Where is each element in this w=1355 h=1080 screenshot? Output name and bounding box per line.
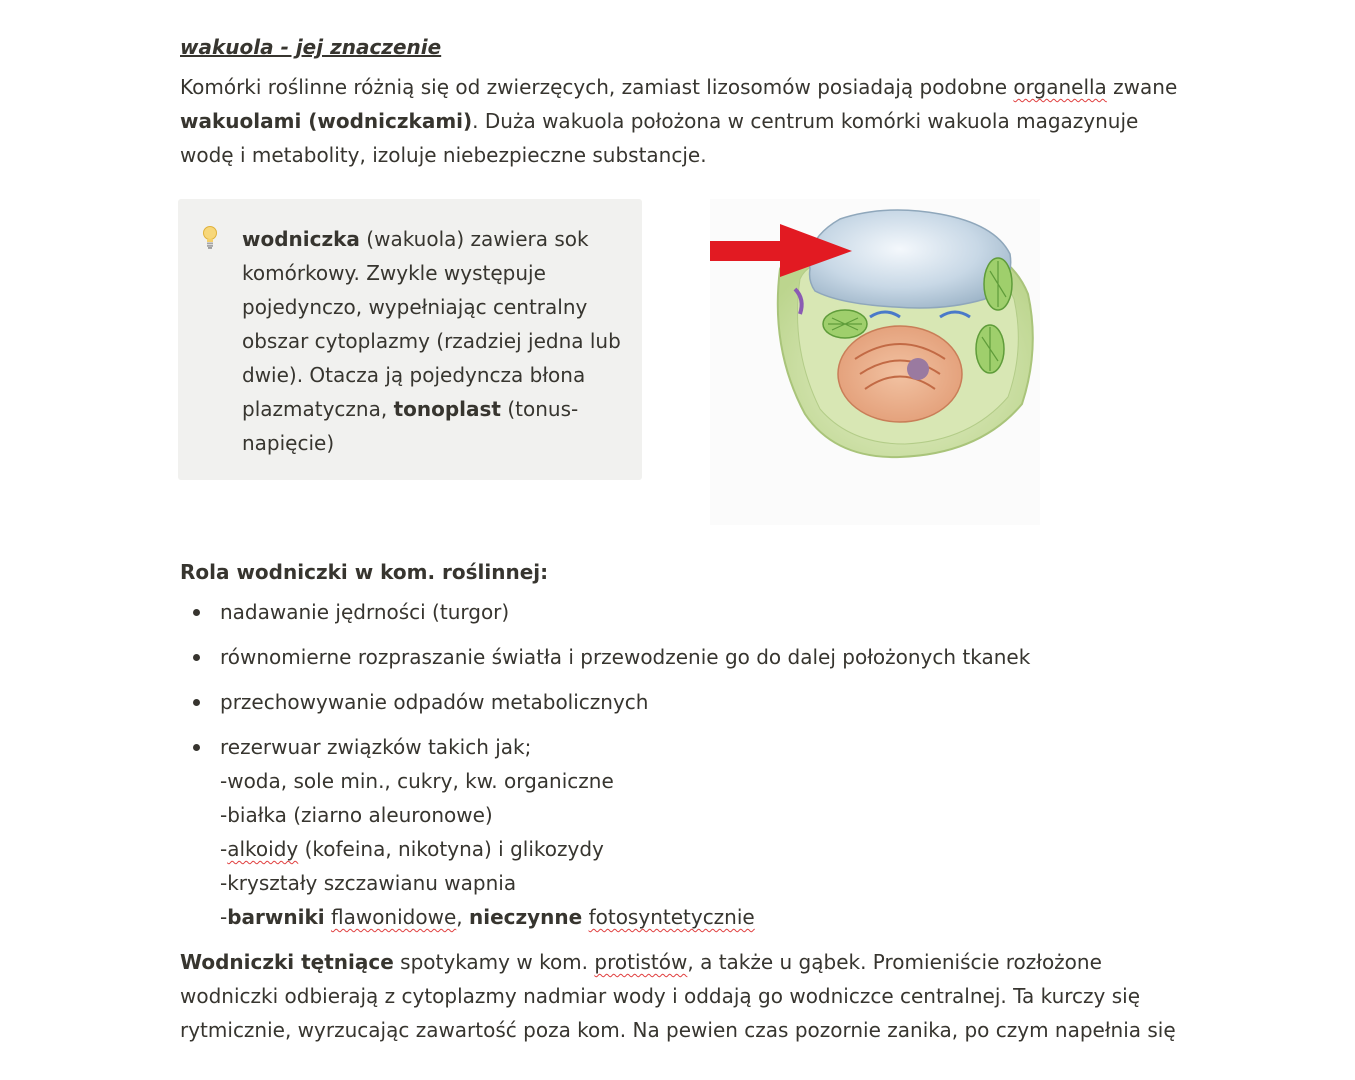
callout-box[interactable]	[178, 199, 642, 480]
misspelled-word[interactable]: organella	[1013, 75, 1107, 99]
final-text-2: , a także u gąbek. Promieniście rozłożone wodniczki odbierają z cytoplazmy nadmiar wody i oddają go wodniczce centralnej. Ta kurczy się rytmicznie, wyrzucając zawartość poza kom. Na pewien czas pozornie zanika, po czym napełnia się	[180, 950, 1176, 1042]
reservoir-text: (kofeina, nikotyna) i glikozydy	[298, 837, 604, 861]
bullet-icon	[193, 609, 200, 616]
callout-bold-term: wodniczka	[242, 227, 360, 251]
intro-text-1: Komórki roślinne różnią się od zwierzęcych, zamiast lizosomów posiadają podobne	[180, 75, 1014, 99]
dash: -	[220, 837, 228, 861]
reservoir-line: -kryształy szczawianu wapnia	[220, 871, 517, 895]
list-item	[180, 685, 1180, 719]
reservoir-line	[220, 900, 1180, 934]
reservoir-line: -woda, sole min., cukry, kw. organiczne	[220, 769, 614, 793]
document-body	[180, 28, 1180, 1047]
bullet-icon	[193, 744, 200, 751]
reservoir-intro: rezerwuar związków takich jak;	[220, 735, 532, 759]
callout-bold-term-2: tonoplast	[393, 397, 501, 421]
misspelled-word[interactable]: fotosyntetycznie	[588, 905, 755, 929]
intro-bold: wakuolami (wodniczkami)	[180, 109, 473, 133]
role-list	[180, 595, 1180, 934]
intro-text-3: . Duża wakuola położona w centrum komórki wakuola magazynuje wodę i metabolity, izoluje niebezpieczne substancje.	[180, 109, 1139, 167]
callout-row	[180, 199, 1180, 539]
bullet-icon	[193, 699, 200, 706]
list-item	[180, 595, 1180, 629]
callout-text	[242, 222, 622, 460]
list-item-text: równomierne rozpraszanie światła i przewodzenie go do dalej położonych tkanek	[220, 645, 1031, 669]
bold-term: barwniki	[227, 905, 325, 929]
dash: -	[220, 905, 228, 929]
intro-paragraph	[180, 70, 1180, 172]
comma: ,	[456, 905, 469, 929]
list-item-text: nadawanie jędrności (turgor)	[220, 600, 510, 624]
intro-text-2: zwane	[1106, 75, 1178, 99]
callout-body: (wakuola) zawiera sok komórkowy. Zwykle występuje pojedynczo, wypełniając centralny obszar cytoplazmy (rzadziej jedna lub dwie). Otacza ją pojedyncza błona plazmatyczna,	[242, 227, 621, 421]
section-heading: wakuola - jej znaczenie	[180, 35, 442, 59]
callout-body-end: (tonus-napięcie)	[242, 397, 579, 455]
misspelled-word[interactable]: flawonidowe	[330, 905, 457, 929]
bold-term: nieczynne	[468, 905, 583, 929]
list-item-text: przechowywanie odpadów metabolicznych	[220, 690, 649, 714]
role-heading: Rola wodniczki w kom. roślinnej:	[180, 560, 549, 584]
reservoir-line: -białka (ziarno aleuronowe)	[220, 803, 493, 827]
bullet-icon	[193, 654, 200, 661]
list-item	[180, 640, 1180, 674]
pulsating-vacuoles-paragraph	[180, 945, 1180, 1047]
misspelled-word[interactable]: protistów	[594, 950, 688, 974]
reservoir-line	[220, 832, 1180, 866]
list-item	[180, 730, 1180, 934]
final-bold: Wodniczki tętniące	[180, 950, 394, 974]
lightbulb-icon	[200, 225, 220, 249]
misspelled-word[interactable]: alkoidy	[227, 837, 299, 861]
final-text-1: spotykamy w kom.	[393, 950, 595, 974]
plant-cell-illustration	[710, 199, 1040, 525]
